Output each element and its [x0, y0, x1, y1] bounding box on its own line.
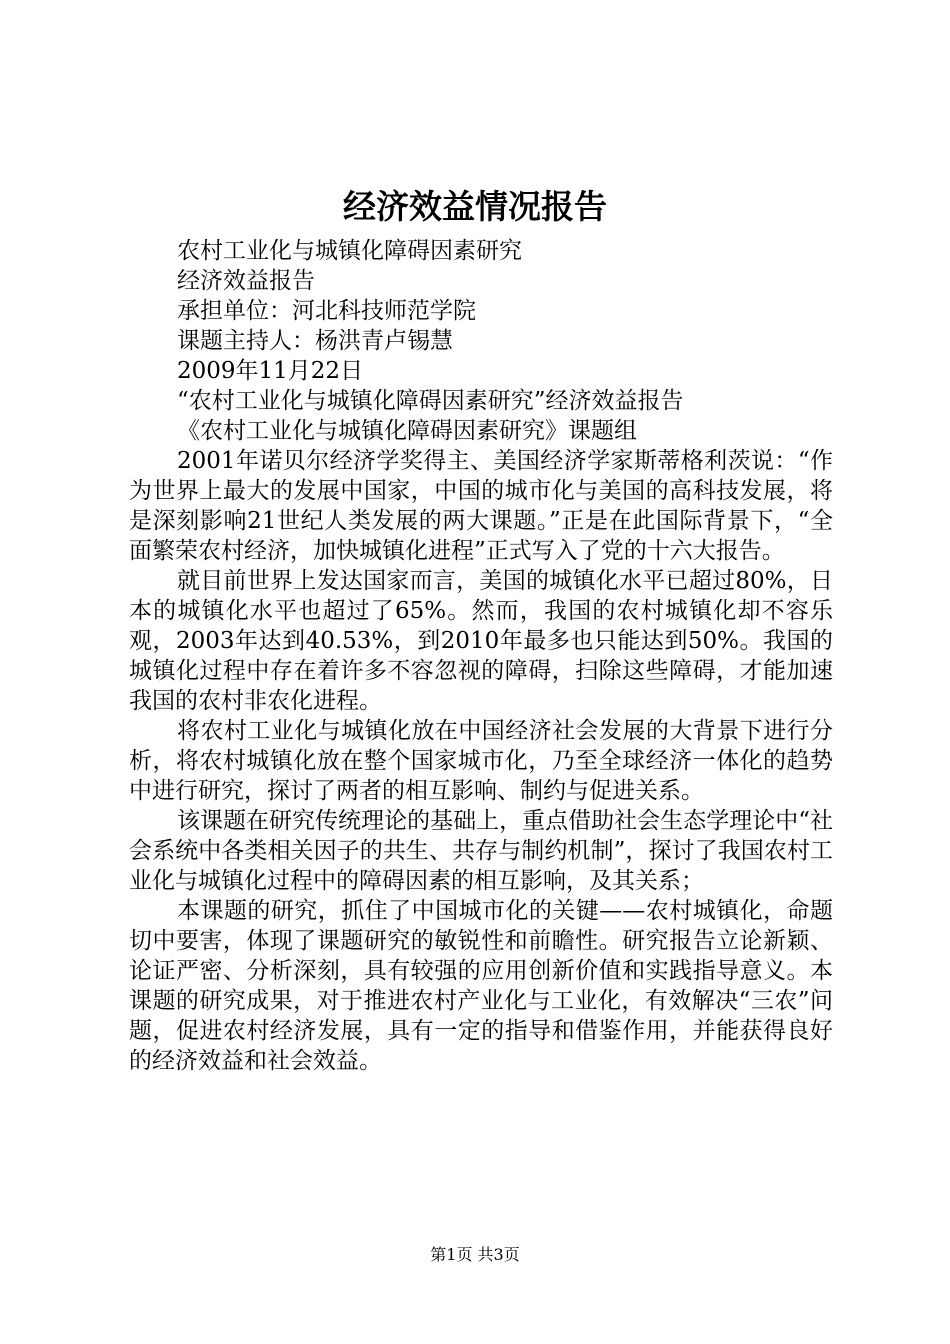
document-body — [129, 236, 833, 1076]
host-line: 课题主持人：杨洪青卢锡慧 — [177, 328, 453, 354]
page-footer: 第1页 共3页 — [430, 1245, 520, 1264]
body-paragraph: 本课题的研究，抓住了中国城市化的关键——农村城镇化，命题切中要害，体现了课题研究的敏锐性和前瞻性。研究报告立论新颖、论证严密、分析深刻，具有较强的应用创新价值和实践指导意义。本课题的研究成果，对于推进农村产业化与工业化，有效解决“三农”问题，促进农村经济发展，具有一定的指导和借鉴作用，并能获得良好的经济效益和社会效益。 — [129, 898, 833, 1074]
body-paragraph: 该课题在研究传统理论的基础上，重点借助社会生态学理论中“社会系统中各类相关因子的共生、共存与制约机制”，探讨了我国农村工业化与城镇化过程中的障碍因素的相互影响，及其关系； — [129, 808, 833, 894]
body-paragraph: 将农村工业化与城镇化放在中国经济社会发展的大背景下进行分析，将农村城镇化放在整个国家城市化，乃至全球经济一体化的趋势中进行研究，探讨了两者的相互影响、制约与促进关系。 — [129, 718, 833, 804]
report-title-line: “农村工业化与城镇化障碍因素研究”经济效益报告 — [177, 388, 684, 414]
body-paragraph: 就目前世界上发达国家而言，美国的城镇化水平已超过80%，日本的城镇化水平也超过了65%。然而，我国的农村城镇化却不容乐观，2003年达到40.53%，到2010年最多也只能达到50%。我国的城镇化过程中存在着许多不容忽视的障碍，扫除这些障碍，才能加速我国的农村非农化进程。 — [129, 568, 833, 714]
document-title: 经济效益情况报告 — [343, 187, 607, 226]
institution-line: 承担单位：河北科技师范学院 — [177, 298, 476, 324]
research-group-line: 《农村工业化与城镇化障碍因素研究》课题组 — [177, 418, 637, 444]
project-name-line: 农村工业化与城镇化障碍因素研究 — [177, 238, 522, 264]
report-type-line: 经济效益报告 — [177, 268, 315, 294]
date-line: 2009年11月22日 — [177, 358, 364, 384]
body-paragraph: 2001年诺贝尔经济学奖得主、美国经济学家斯蒂格利茨说：“作为世界上最大的发展中国家，中国的城市化与美国的高科技发展，将是深刻影响21世纪人类发展的两大课题。”正是在此国际背景下，“全面繁荣农村经济，加快城镇化进程”正式写入了党的十六大报告。 — [129, 448, 833, 564]
